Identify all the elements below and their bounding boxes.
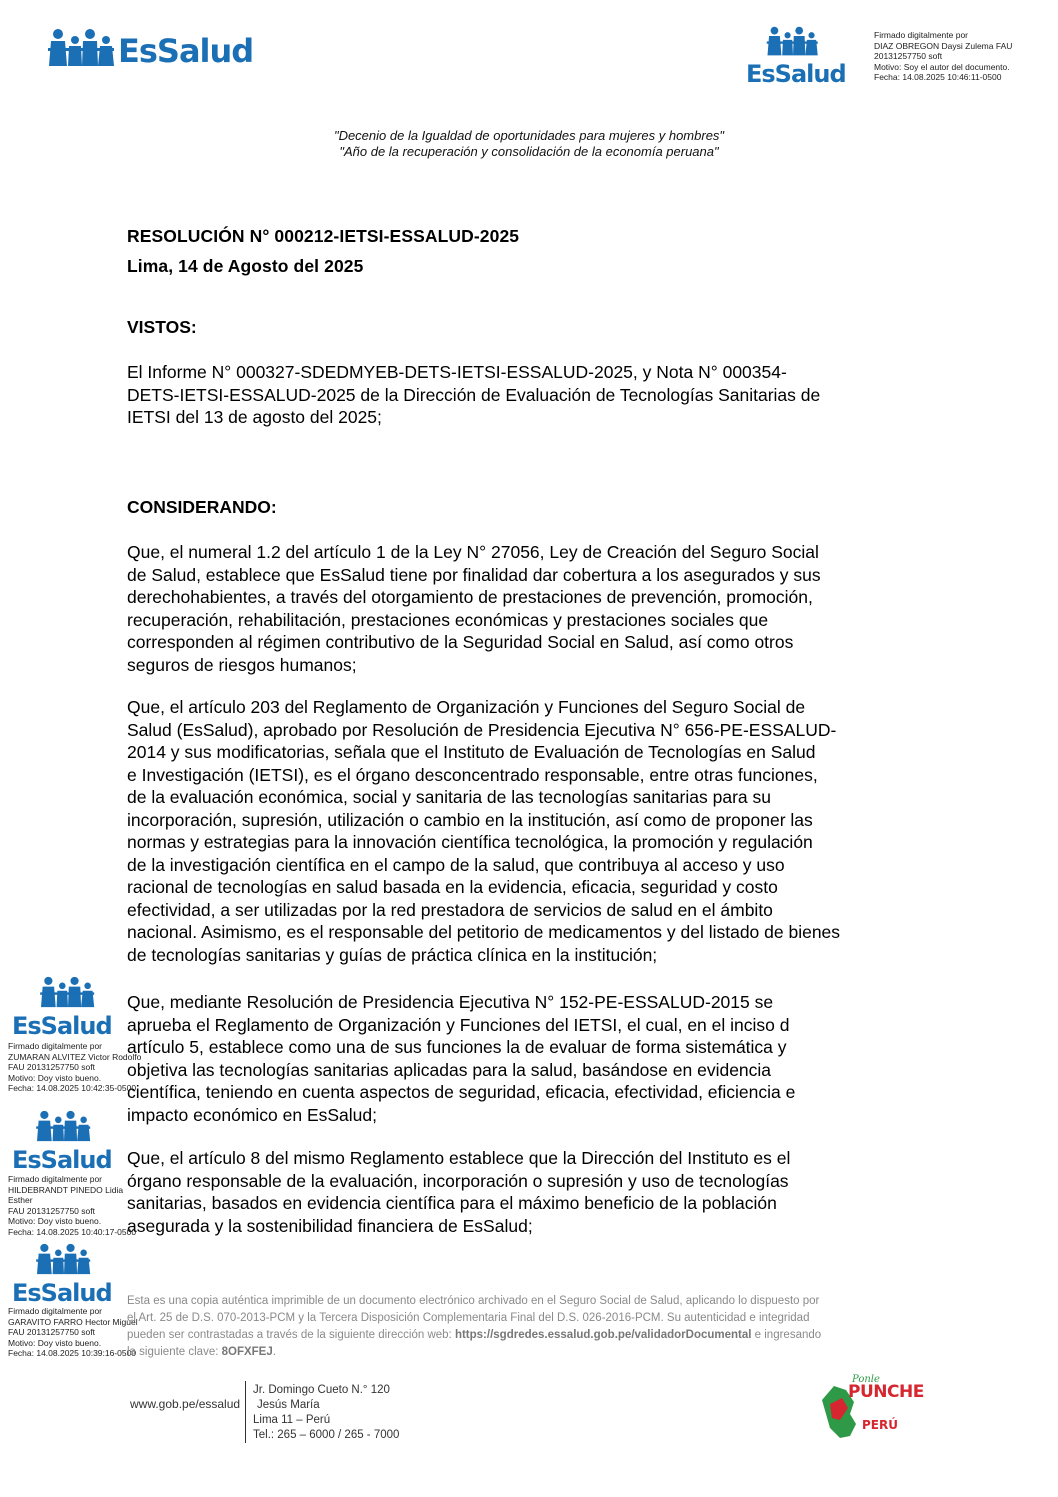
- text-line: artículo 5, establece como una de sus funciones la de evaluar de forma sistemática y: [127, 1037, 787, 1057]
- text-line: 2014 y sus modificatorias, señala que el Instituto de Evaluación de Tecnologías en Salud: [127, 742, 816, 762]
- side-signature-1: [8, 976, 142, 1096]
- resolution-number: RESOLUCIÓN N° 000212-IETSI-ESSALUD-2025: [127, 226, 520, 246]
- signature-text: [8, 1174, 143, 1237]
- signature-line: GARAVITO FARRO Hector Miguel: [8, 1316, 138, 1327]
- text-line: sanitarias, basados en evidencia científica para el máximo beneficio de la población: [127, 1193, 777, 1213]
- text-line: normas y estrategias para la innovación científica tecnológica, la promoción y regulación: [127, 832, 813, 852]
- text-line: El Informe N° 000327-SDEDMYEB-DETS-IETSI-ESSALUD-2025, y Nota N° 000354-: [127, 362, 787, 382]
- family-figures-icon: [36, 1243, 92, 1279]
- signature-line: Fecha: 14.08.2025 10:46:11-0500: [874, 72, 1002, 82]
- authenticity-note: [127, 1293, 908, 1361]
- family-figures-icon: [40, 976, 96, 1012]
- note-line: [127, 1344, 908, 1361]
- digital-signature-top: [874, 30, 1054, 83]
- text-line: efectividad, a ser utilizadas por la red prestadora de servicios de salud en el ámbito: [127, 899, 773, 920]
- essalud-logo-text: EsSalud: [12, 1012, 112, 1040]
- considerando-paragraph-1: [127, 541, 908, 676]
- text-line: Que, mediante Resolución de Presidencia Ejecutiva N° 152-PE-ESSALUD-2015 se: [127, 992, 774, 1012]
- considerando-paragraph-2: [127, 696, 908, 966]
- note-text: pueden ser contrastadas a través de la siguiente dirección web:: [127, 1329, 455, 1341]
- note-line: el Art. 25 de D.S. 070-2013-PCM y la Tercera Disposición Complementaria Final del D.S. 026-2016-PCM. Su autenticidad e integridad: [127, 1312, 810, 1324]
- text-line: recuperación, rehabilitación, prestaciones económicas y prestaciones sociales que: [127, 609, 769, 630]
- essalud-logo-text: EsSalud: [118, 32, 254, 70]
- text-line: órgano responsable de la evaluación, incorporación o supresión y uso de tecnologías: [127, 1170, 789, 1191]
- text-line: Que, el artículo 8 del mismo Reglamento establece que la Dirección del Instituto es el: [127, 1148, 791, 1168]
- text-line: corresponden al régimen contributivo de la Seguridad Social en Salud, así como otros: [127, 632, 794, 652]
- footer-address: [253, 1383, 399, 1443]
- text-line: DETS-IETSI-ESSALUD-2025 de la Dirección de Evaluación de Tecnologías Sanitarias de: [127, 384, 821, 405]
- considerando-paragraph-3: [127, 991, 908, 1126]
- signature-line: Motivo: Doy visto bueno.: [8, 1216, 102, 1226]
- text-line: de tecnologías sanitarias y guías de práctica clínica en la institución;: [127, 944, 658, 965]
- campaign-word-punche: PUNCHE: [848, 1382, 924, 1402]
- text-line: de Salud, establece que EsSalud tiene por finalidad dar cobertura a los asegurados y sus: [127, 564, 821, 585]
- text-line: incorporación, supresión, utilización o cambio en la institución, así como de proponer las: [127, 809, 813, 830]
- note-line: Esta es una copia auténtica imprimible de un documento electrónico archivado en el Seguro Social de Salud, aplicando lo dispuesto por: [127, 1295, 820, 1307]
- footer-divider: [245, 1381, 246, 1443]
- family-figures-icon: [36, 1110, 92, 1146]
- signature-text: [8, 1306, 143, 1359]
- resolution-place-date: Lima, 14 de Agosto del 2025: [127, 256, 364, 276]
- signature-line: Fecha: 14.08.2025 10:42:35-0500: [8, 1083, 137, 1093]
- text-line: seguros de riesgos humanos;: [127, 654, 357, 675]
- family-figures-icon: [766, 26, 820, 60]
- signature-text: [8, 1041, 143, 1094]
- signature-line: Motivo: Soy el autor del documento.: [874, 61, 1010, 72]
- address-line: Jesús María: [257, 1399, 320, 1411]
- text-line: de la evaluación económica, social y sanitaria de las tecnologías sanitarias para su: [127, 787, 771, 807]
- text-line: IETSI del 13 de agosto del 2025;: [127, 407, 382, 427]
- signature-line: ZUMARAN ALVITEZ Victor Rodolfo: [8, 1051, 142, 1062]
- signature-line: 20131257750 soft: [874, 51, 943, 61]
- address-line: Tel.: 265 – 6000 / 265 - 7000: [253, 1429, 400, 1441]
- considerando-heading: CONSIDERANDO:: [127, 497, 277, 517]
- text-line: asegurada y la sostenibilidad financiera de EsSalud;: [127, 1215, 533, 1236]
- text-line: Salud (EsSalud), aprobado por Resolución de Presidencia Ejecutiva N° 656-PE-ESSALUD-: [127, 719, 837, 740]
- text-line: Que, el numeral 1.2 del artículo 1 de la Ley N° 27056, Ley de Creación del Seguro Social: [127, 542, 819, 562]
- address-line: Jr. Domingo Cueto N.° 120: [253, 1384, 390, 1396]
- considerando-paragraph-4: [127, 1147, 908, 1237]
- text-line: de la investigación científica en el campo de la salud, que contribuya al acceso y uso: [127, 854, 785, 875]
- signature-line: Motivo: Doy visto bueno.: [8, 1072, 102, 1083]
- text-line: derechohabientes, a través del otorgamiento de prestaciones de prevención, promoción,: [127, 587, 813, 607]
- signature-line: Firmado digitalmente por: [8, 1306, 103, 1316]
- signature-line: Firmado digitalmente por: [8, 1041, 103, 1051]
- campaign-word-ponle: Ponle: [852, 1374, 880, 1385]
- campaign-word-peru: PERÚ: [862, 1418, 898, 1432]
- website-link[interactable]: www.gob.pe/essalud: [130, 1397, 241, 1411]
- signature-line: FAU 20131257750 soft: [8, 1327, 95, 1337]
- vistos-heading: VISTOS:: [127, 317, 197, 337]
- header-logo-right: [746, 26, 846, 90]
- note-text: e ingresando: [751, 1329, 822, 1341]
- vistos-paragraph: [127, 361, 908, 429]
- signature-line: FAU 20131257750 soft: [8, 1062, 95, 1072]
- signature-line: Firmado digitalmente por: [874, 30, 969, 40]
- motto-line-2: "Año de la recuperación y consolidación de la economía peruana": [339, 144, 719, 159]
- text-line: impacto económico en EsSalud;: [127, 1104, 377, 1125]
- note-text: .: [272, 1346, 276, 1358]
- signature-line: Motivo: Doy visto bueno.: [8, 1337, 102, 1348]
- text-line: racional de tecnologías en salud basada en la evidencia, eficacia, seguridad y costo: [127, 877, 778, 897]
- text-line: e Investigación (IETSI), es el órgano desconcentrado responsable, entre otras funciones,: [127, 764, 818, 785]
- validation-key: 8OFXFEJ: [221, 1346, 273, 1358]
- signature-line: Fecha: 14.08.2025 10:40:17-0500: [8, 1226, 137, 1237]
- essalud-logo-text: EsSalud: [12, 1146, 112, 1174]
- header-logo-main: [48, 26, 258, 74]
- signature-line: Fecha: 14.08.2025 10:39:16-0500: [8, 1348, 137, 1358]
- side-signature-3: [8, 1243, 138, 1363]
- validator-link[interactable]: https://sgdredes.essalud.gob.pe/validadorDocumental: [454, 1329, 752, 1341]
- signature-line: Firmado digitalmente por: [8, 1174, 103, 1184]
- note-text: la siguiente clave:: [127, 1346, 222, 1358]
- address-line: Lima 11 – Perú: [253, 1414, 331, 1426]
- text-line: científica, teniendo en cuenta aspectos de seguridad, eficacia, efectividad, eficiencia e: [127, 1082, 796, 1102]
- motto-line-1: "Decenio de la Igualdad de oportunidades para mujeres y hombres": [333, 128, 725, 143]
- family-figures-icon: [48, 28, 116, 72]
- ponle-punche-peru-logo: [818, 1374, 924, 1444]
- text-line: objetiva las tecnologías sanitarias aplicadas para la salud, basándose en evidencia: [127, 1059, 772, 1080]
- signature-line: DIAZ OBREGON Daysi Zulema FAU: [874, 40, 1013, 51]
- text-line: nacional. Asimismo, es el responsable del petitorio de medicamentos y del listado de bienes: [127, 922, 841, 942]
- side-signature-2: [8, 1110, 138, 1237]
- signature-line: FAU 20131257750 soft: [8, 1205, 95, 1216]
- essalud-logo-text: EsSalud: [12, 1279, 112, 1307]
- text-line: aprueba el Reglamento de Organización y Funciones del IETSI, el cual, en el inciso d: [127, 1014, 790, 1035]
- note-line: [127, 1327, 908, 1344]
- essalud-logo-text: EsSalud: [746, 60, 846, 88]
- signature-line: HILDEBRANDT PINEDO Lidia Esther: [8, 1184, 124, 1205]
- text-line: Que, el artículo 203 del Reglamento de Organización y Funciones del Seguro Social de: [127, 697, 806, 717]
